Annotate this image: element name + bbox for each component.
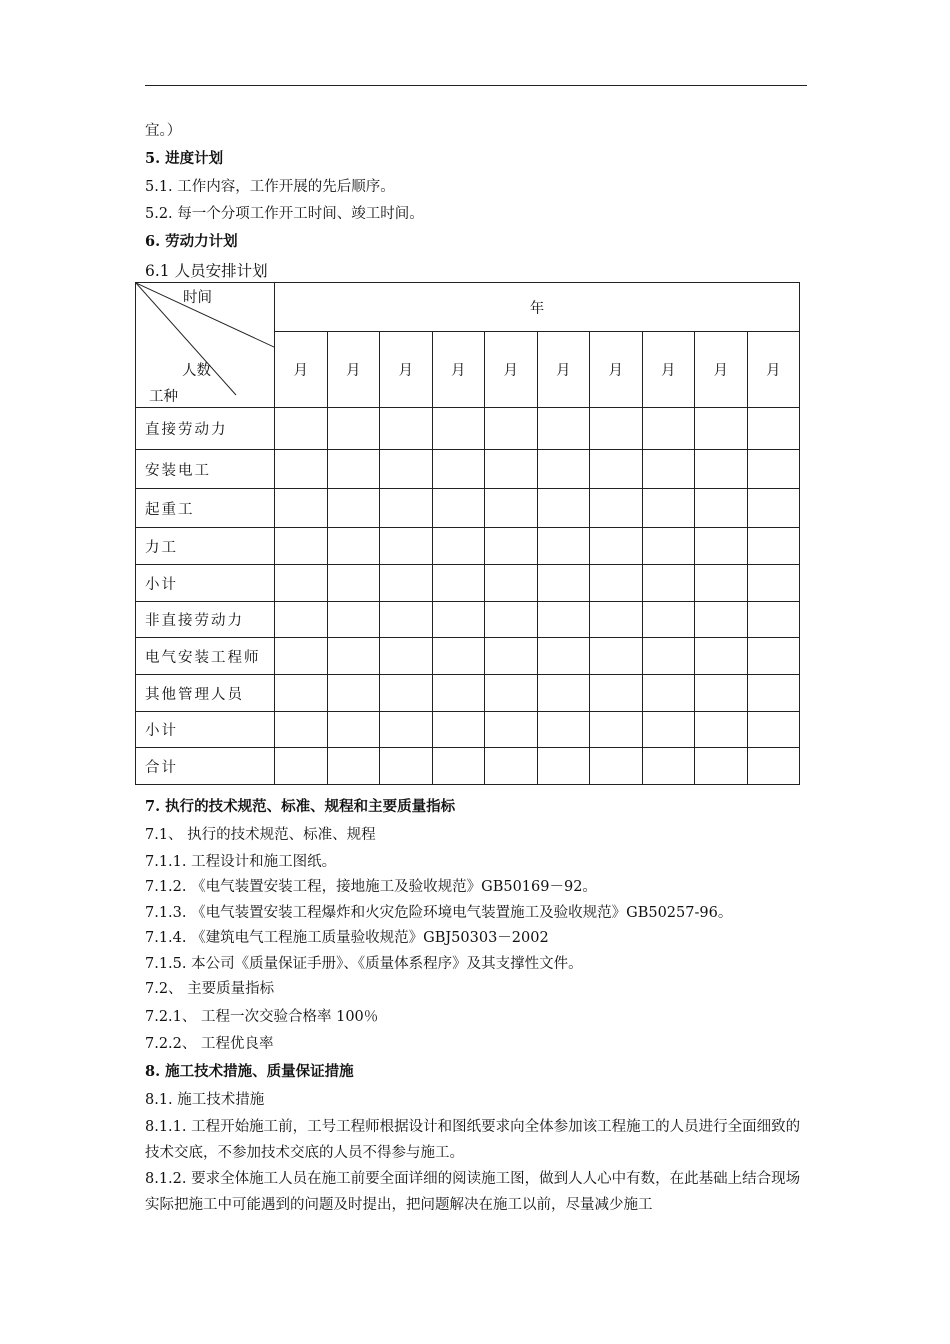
section-5-title: 5. 进度计划: [145, 150, 224, 167]
table-row: [136, 408, 800, 450]
section-7-1-4: 7.1.4. 《建筑电气工程施工质量验收规范》GBJ50303－2002: [145, 930, 549, 946]
row-label: 小计: [136, 565, 275, 602]
header-fragment: 宜。）: [145, 123, 182, 139]
month-header: 月: [380, 332, 433, 408]
section-7-1-1: 7.1.1. 工程设计和施工图纸。: [145, 854, 337, 870]
header-rule: [145, 85, 807, 86]
month-header: 月: [432, 332, 485, 408]
section-6-title: 6. 劳动力计划: [145, 233, 238, 250]
table-row: [136, 450, 800, 489]
row-label: 小计: [136, 712, 275, 748]
month-header: 月: [642, 332, 695, 408]
section-6-1-subtitle: 6.1 人员安排计划: [145, 262, 268, 280]
month-header: 月: [327, 332, 380, 408]
month-header: 月: [695, 332, 748, 408]
table-row: [136, 748, 800, 785]
table-corner-cell: [136, 283, 275, 408]
row-label: 安装电工: [136, 450, 275, 489]
table-row: [136, 528, 800, 565]
section-8-1: 8.1. 施工技术措施: [145, 1092, 265, 1108]
section-7-1: 7.1、 执行的技术规范、标准、规程: [145, 827, 376, 843]
section-8-1-2: 8.1.2. 要求全体施工人员在施工前要全面详细的阅读施工图，做到人人心中有数，在此基础上结合现场实际把施工中可能遇到的问题及时提出，把问题解决在施工以前，尽量减少施工: [145, 1171, 801, 1213]
row-label: 非直接劳动力: [136, 602, 275, 638]
section-7-1-5: 7.1.5. 本公司《质量保证手册》、《质量体系程序》及其支撑性文件。: [145, 956, 583, 972]
corner-label-type: 工种: [149, 389, 178, 405]
section-7-title: 7. 执行的技术规范、标准、规程和主要质量指标: [145, 798, 456, 815]
month-header: 月: [747, 332, 800, 408]
month-header: 月: [537, 332, 590, 408]
table-row: [136, 675, 800, 712]
row-label: 合计: [136, 748, 275, 785]
table-row: [136, 565, 800, 602]
month-header: 月: [275, 332, 328, 408]
section-5-1: 5.1. 工作内容，工作开展的先后顺序。: [145, 179, 395, 195]
table-row: [136, 602, 800, 638]
section-5-2: 5.2. 每一个分项工作开工时间、竣工时间。: [145, 206, 424, 222]
table-row: [136, 489, 800, 528]
section-7-1-3: 7.1.3. 《电气装置安装工程爆炸和火灾危险环境电气装置施工及验收规范》GB50257-96。: [145, 905, 733, 921]
section-7-2-2: 7.2.2、 工程优良率: [145, 1036, 274, 1052]
section-7-1-2: 7.1.2. 《电气装置安装工程，接地施工及验收规范》GB50169－92。: [145, 879, 597, 895]
section-7-2: 7.2、 主要质量指标: [145, 981, 275, 997]
row-label: 力工: [136, 528, 275, 565]
row-label: 起重工: [136, 489, 275, 528]
corner-label-time: 时间: [183, 290, 212, 306]
section-7-2-1: 7.2.1、 工程一次交验合格率 100％: [145, 1009, 379, 1025]
row-label: 电气安装工程师: [136, 638, 275, 675]
section-8-1-1: 8.1.1. 工程开始施工前，工号工程师根据设计和图纸要求向全体参加该工程施工的人员进行全面细致的技术交底，不参加技术交底的人员不得参与施工。: [145, 1119, 801, 1161]
section-8-title: 8. 施工技术措施、质量保证措施: [145, 1063, 354, 1080]
table-row: [136, 712, 800, 748]
row-label: 直接劳动力: [136, 408, 275, 450]
month-header: 月: [590, 332, 643, 408]
row-label: 其他管理人员: [136, 675, 275, 712]
month-header: 月: [485, 332, 538, 408]
table-row: [136, 638, 800, 675]
year-header: 年: [275, 283, 800, 332]
labor-plan-table: [135, 282, 800, 785]
corner-label-count: 人数: [182, 363, 211, 379]
